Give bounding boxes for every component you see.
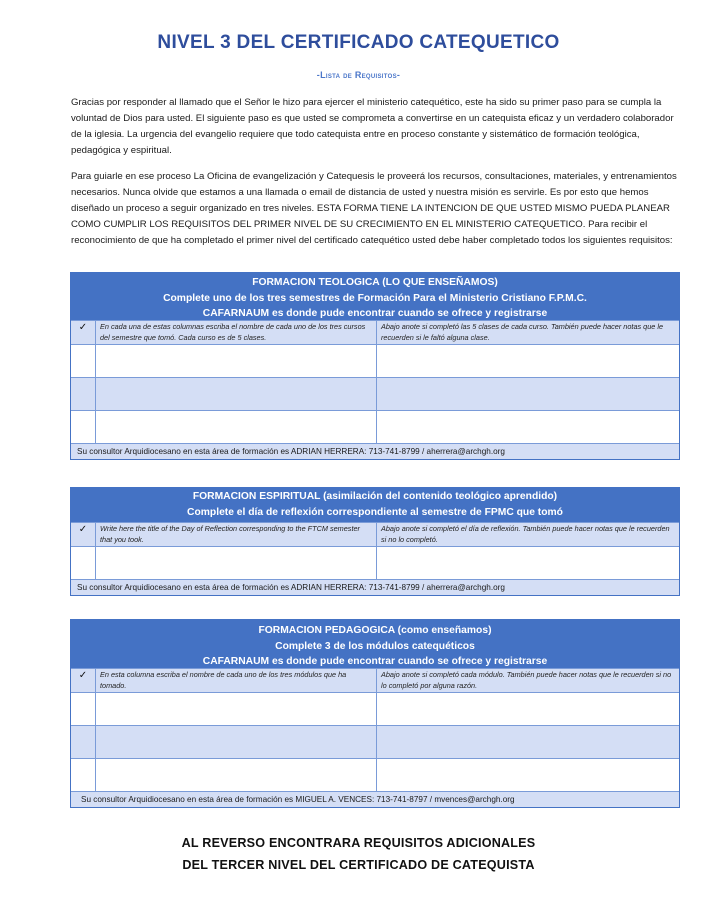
- check-cell[interactable]: [71, 759, 96, 791]
- section-header: [71, 620, 679, 668]
- instruction-left: En esta columna escriba el nombre de cada uno de los tres módulos que ha tomado.: [96, 669, 377, 692]
- checkmark-icon: ✓: [71, 523, 96, 546]
- course-name-field[interactable]: [96, 378, 377, 410]
- consultant-footer: Su consultor Arquidiocesano en esta área de formación es MIGUEL A. VENCES: 713-741-8797 / mvences@archgh.org: [71, 791, 679, 807]
- section-header-line: Complete uno de los tres semestres de Formación Para el Ministerio Cristiano F.P.M.C.: [163, 292, 587, 304]
- reflection-notes-field[interactable]: [377, 547, 679, 579]
- module-notes-field[interactable]: [377, 726, 679, 758]
- course-notes-field[interactable]: [377, 411, 679, 443]
- module-row-2: [71, 725, 679, 758]
- instructions-row: [71, 522, 679, 546]
- page-subtitle: -Lista de Requisitos-: [316, 70, 401, 80]
- section-header: [71, 273, 679, 320]
- section-header-line: Complete el día de reflexión correspondiente al semestre de FPMC que tomó: [187, 506, 563, 518]
- instruction-left: En cada una de estas columnas escriba el nombre de cada uno de los tres cursos del semestre que tomó. Cada curso es de 5 clases.: [96, 321, 377, 344]
- instruction-left: Write here the title of the Day of Reflection corresponding to the FTCM semester that you took.: [96, 523, 377, 546]
- section-header-line: FORMACION PEDAGOGICA (como enseñamos): [258, 625, 492, 636]
- section-formacion-pedagogica: [70, 619, 680, 808]
- module-name-field[interactable]: [96, 693, 377, 725]
- section-header-line: FORMACION TEOLOGICA (LO QUE ENSEÑAMOS): [252, 277, 498, 288]
- module-notes-field[interactable]: [377, 693, 679, 725]
- course-row-3: [71, 410, 679, 443]
- section-formacion-espiritual: [70, 487, 680, 596]
- module-row-1: [71, 692, 679, 725]
- reflection-title-field[interactable]: [96, 547, 377, 579]
- intro-paragraph-2: Para guiarle en ese proceso La Oficina de evangelización y Catequesis le proveerá los recursos, consultaciones, materiales, y entrenamientos necesarios. Nunca olvide que estamos a una llamada o email de distancia de usted y nuestra misión es servirle. Es por esto que hemos diseñado un proceso a seguir organizado en tres niveles. ESTA FORMA TIENE LA INTENCION DE QUE USTED MISMO PUEDA PLANEAR COMO CUMPLIR LOS REQUISITOS DEL PRIMER NIVEL DE SU CRECIMIENTO EN EL MINISTERIO CATEQUETICO. Para recibir el reconocimiento de que ha completado el primer nivel del certificado catequético usted debe haber completado todos los siguientes requisitos:: [71, 171, 677, 246]
- section-header-line: CAFARNAUM es donde pude encontrar cuando se ofrece y registrarse: [202, 656, 548, 667]
- check-cell[interactable]: [71, 726, 96, 758]
- course-row-2: [71, 377, 679, 410]
- module-name-field[interactable]: [96, 759, 377, 791]
- reflection-row-1: [71, 546, 679, 579]
- section-header-line: FORMACION ESPIRITUAL (asimilación del contenido teológico aprendido): [192, 491, 558, 502]
- check-cell[interactable]: [71, 693, 96, 725]
- course-notes-field[interactable]: [377, 345, 679, 377]
- check-cell[interactable]: [71, 411, 96, 443]
- module-name-field[interactable]: [96, 726, 377, 758]
- module-notes-field[interactable]: [377, 759, 679, 791]
- course-row-1: [71, 344, 679, 377]
- course-notes-field[interactable]: [377, 378, 679, 410]
- checkmark-icon: ✓: [71, 669, 96, 692]
- section-header-line: Complete 3 de los módulos catequéticos: [275, 640, 475, 652]
- module-row-3: [71, 758, 679, 791]
- instruction-right: Abajo anote si completó las 5 clases de cada curso. También puede hacer notas que le recuerden si le faltó alguna clase.: [381, 322, 664, 342]
- consultant-footer: Su consultor Arquidiocesano en esta área de formación es ADRIAN HERRERA: 713-741-8799 / aherrera@archgh.org: [71, 579, 679, 595]
- checkmark-icon: ✓: [71, 321, 96, 344]
- course-name-field[interactable]: [96, 345, 377, 377]
- section-header-line: CAFARNAUM es donde pude encontrar cuando se ofrece y registrarse: [202, 308, 548, 319]
- closing-note-line-1: AL REVERSO ENCONTRARA REQUISITOS ADICIONALES: [181, 836, 536, 850]
- instruction-right: Abajo anote si completó cada módulo. También puede hacer notas que le recuerden si no lo completó por alguna razón.: [381, 670, 672, 690]
- closing-note-line-2: DEL TERCER NIVEL DEL CERTIFICADO DE CATEQUISTA: [182, 858, 535, 872]
- section-formacion-teologica: [70, 272, 680, 460]
- check-cell[interactable]: [71, 345, 96, 377]
- instructions-row: [71, 668, 679, 692]
- consultant-footer: Su consultor Arquidiocesano en esta área de formación es ADRIAN HERRERA: 713-741-8799 / aherrera@archgh.org: [71, 443, 679, 459]
- check-cell[interactable]: [71, 378, 96, 410]
- page-title: NIVEL 3 DEL CERTIFICADO CATEQUETICO: [157, 32, 560, 53]
- instruction-right: Abajo anote si completó el día de reflexión. También puede hacer notas que le recuerden si no lo completó.: [381, 524, 670, 544]
- section-header: [71, 488, 679, 522]
- instructions-row: [71, 320, 679, 344]
- check-cell[interactable]: [71, 547, 96, 579]
- course-name-field[interactable]: [96, 411, 377, 443]
- intro-paragraph-1: Gracias por responder al llamado que el Señor le hizo para ejercer el ministerio catequético, este ha sido su primer paso para se cumpla la voluntad de Dios para usted. El siguiente paso es que usted se comprometa a convertirse en un catequista eficaz y un verdadero colaborador de la iglesia. La urgencia del evangelio requiere que todo catequista entre en proceso constante y sistemático de formación teológica, pedagógica y espiritual.: [71, 97, 674, 156]
